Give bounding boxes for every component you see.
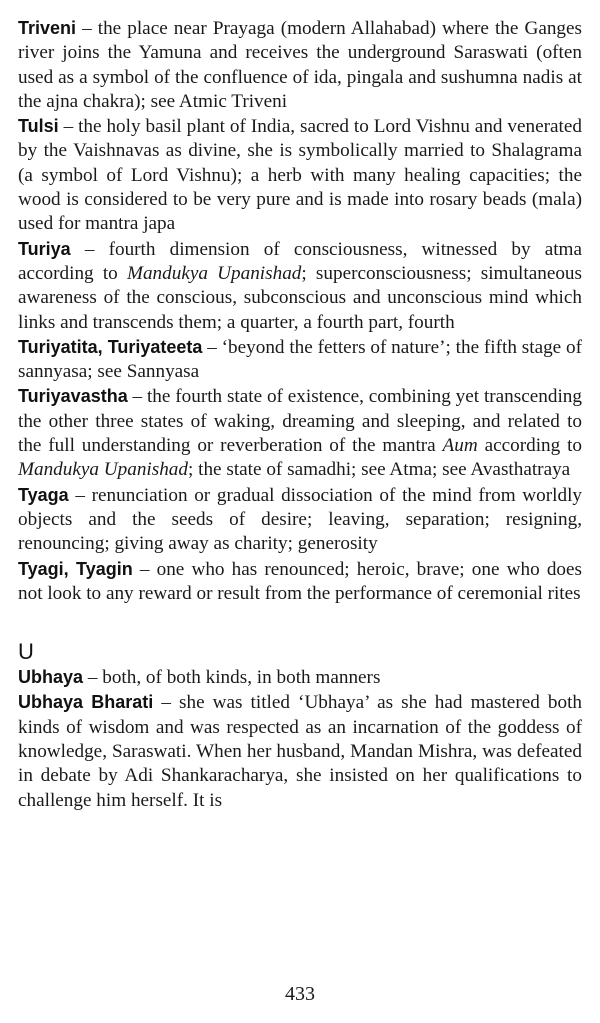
entry-definition: – the fourth state of existence, combining yet transcending the other three states of waking, dreaming and sleeping, and related to the full understanding or reverberation of the mantra [18,386,582,457]
glossary-entry-tyaga [18,483,582,557]
entry-term: Ubhaya [18,667,84,688]
entry-term: Triveni [18,18,77,38]
entry-term: Turiyavastha [18,386,128,407]
entry-term: Ubhaya Bharati [18,692,154,713]
entry-definition: – the holy basil plant of India, sacred to Lord Vishnu and venerated by the Vaishnavas as divine, she is symbolically married to Shalagrama (a symbol of Lord Vishnu); a herb with many healing capacities; the wood is considered to be very pure and is made into rosary beads (mala) used for mantra japa [18,116,582,235]
entry-term: Tyaga [18,484,69,505]
entry-definition: – fourth dimension of consciousness, witnessed by atma according to [18,238,582,284]
glossary-page [18,16,582,813]
glossary-entry-turiyavastha [18,384,582,482]
glossary-entry-turiya [18,237,582,335]
entry-definition: – ‘beyond the fetters of nature’; the fifth stage of sannyasa; see Sannyasa [18,336,582,383]
entry-term: Turiyatita, Turiyateeta [18,336,203,357]
glossary-entry-tyagi [18,557,582,607]
glossary-entry-turiyatita [18,335,582,385]
section-letter-heading: U [18,639,34,665]
glossary-entry-triveni [18,16,582,114]
glossary-entry-tulsi [18,114,582,236]
entry-definition: – renunciation or gradual dissociation of the mind from worldly objects and the seeds of desire; leaving, separation; resigning, renouncing; giving away as charity; generosity [18,484,582,555]
entry-definition: – she was titled ‘Ubhaya’ as she had mastered both kinds of wisdom and was respected as an incarnation of the goddess of knowledge, Saraswati. When her husband, Mandan Mishra, was defeated in debate by Adi Shankaracharya, she insisted on her qualifications to challenge him herself. It is [18,692,582,811]
entry-term: Tulsi [18,116,59,137]
page-number: 433 [285,983,315,1005]
entry-italic-reference: Mandukya Upanishad [18,459,188,481]
entry-definition: ; the state of samadhi; see Atma; see Avasthatraya [188,459,571,481]
entry-definition: according to [477,435,582,457]
glossary-entry-ubhaya [18,665,582,690]
glossary-entry-ubhaya-bharati [18,690,582,812]
entry-definition: – the place near Prayaga (modern Allahabad) where the Ganges river joins the Yamuna and receives the underground Saraswati (often used as a symbol of the confluence of ida, pingala and sushumna nadis at the ajna chakra); see Atmic Triveni [18,18,582,112]
entry-term: Tyagi, Tyagin [18,558,133,579]
entry-definition: ; superconsciousness; simultaneous awareness of the conscious, subconscious and unconscious mind which links and transcends them; a quarter, a fourth part, fourth [18,262,582,333]
entry-italic-reference: Mandukya Upanishad [126,262,302,284]
entry-italic-reference: Aum [442,435,478,457]
entry-term: Turiya [18,238,71,259]
entry-definition: – one who has renounced; heroic, brave; one who does not look to any reward or result from the performance of ceremonial rites [18,558,582,604]
entry-definition: – both, of both kinds, in both manners [83,667,381,689]
